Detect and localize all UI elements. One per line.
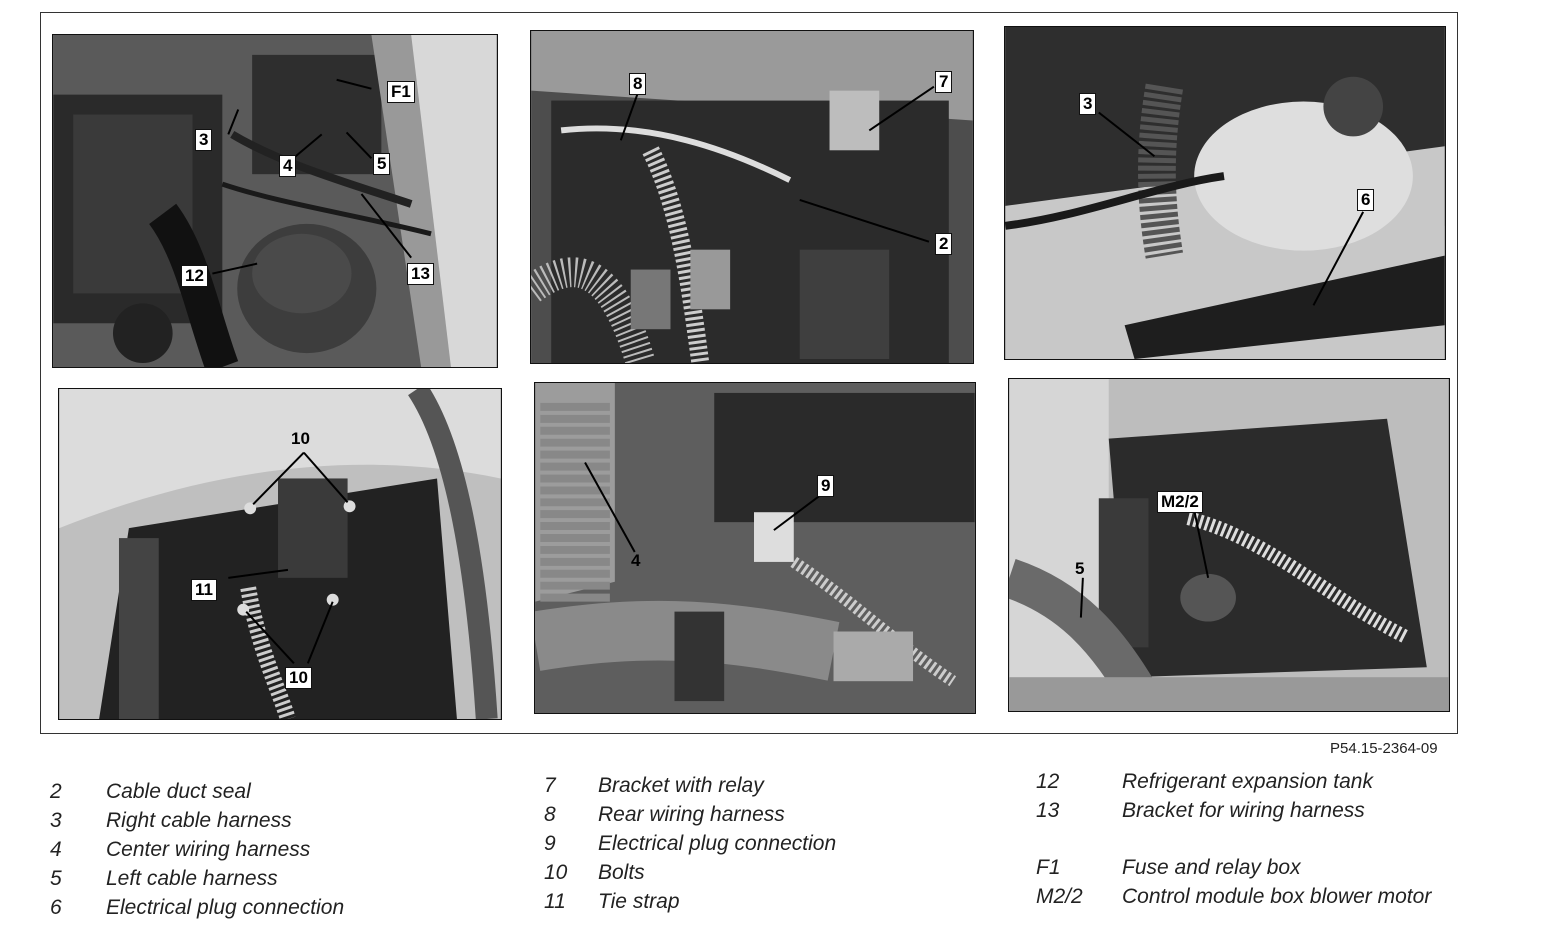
legend-number: 6 — [50, 896, 62, 919]
legend-number: 9 — [544, 832, 556, 855]
legend-number: 7 — [544, 774, 556, 797]
legend-number: 10 — [544, 861, 568, 884]
legend-number: 4 — [50, 838, 62, 861]
bolts-photo — [59, 389, 501, 719]
legend-number: 8 — [544, 803, 556, 826]
legend-text: Tie strap — [598, 890, 680, 913]
callout-9: 9 — [817, 475, 834, 497]
photo-panel-5 — [534, 382, 976, 714]
legend-text: Left cable harness — [106, 867, 278, 890]
callout-12: 12 — [181, 265, 208, 287]
legend-number: 12 — [1036, 770, 1060, 793]
legend-number: M2/2 — [1036, 885, 1083, 908]
legend-number: 5 — [50, 867, 62, 890]
legend-number: 11 — [544, 890, 566, 913]
callout-7: 7 — [935, 71, 952, 93]
legend-text: Bolts — [598, 861, 645, 884]
legend-number: 3 — [50, 809, 62, 832]
legend-number: 13 — [1036, 799, 1060, 822]
callout-F1: F1 — [387, 81, 415, 103]
cable-harness-photo — [1005, 27, 1445, 359]
photo-panel-3 — [1004, 26, 1446, 360]
callout-10: 10 — [285, 667, 312, 689]
callout-6: 6 — [1357, 189, 1374, 211]
rear-harness-photo — [531, 31, 973, 363]
legend-text: Rear wiring harness — [598, 803, 785, 826]
callout-13: 13 — [407, 263, 434, 285]
callout-2: 2 — [935, 233, 952, 255]
photo-panel-4 — [58, 388, 502, 720]
callout-4: 4 — [631, 551, 641, 570]
callout-5: 5 — [1075, 559, 1085, 578]
center-harness-photo — [535, 383, 975, 713]
legend-text: Fuse and relay box — [1122, 856, 1301, 879]
callout-M2-2: M2/2 — [1157, 491, 1203, 513]
legend-text: Bracket for wiring harness — [1122, 799, 1365, 822]
legend-text: Center wiring harness — [106, 838, 311, 861]
blower-control-photo — [1009, 379, 1449, 711]
legend-text: Electrical plug connection — [598, 832, 837, 855]
legend-text: Bracket with relay — [598, 774, 764, 797]
photo-panel-2 — [530, 30, 974, 364]
photo-panel-6 — [1008, 378, 1450, 712]
engine-bay-photo-1 — [53, 35, 497, 367]
callout-4: 4 — [279, 155, 296, 177]
callout-3: 3 — [195, 129, 212, 151]
callout-5: 5 — [373, 153, 390, 175]
callout-10: 10 — [291, 429, 310, 448]
legend-text: Refrigerant expansion tank — [1122, 770, 1373, 793]
callout-3: 3 — [1079, 93, 1096, 115]
legend-text: Cable duct seal — [106, 780, 251, 803]
legend-number: 2 — [50, 780, 62, 803]
figure-id: P54.15-2364-09 — [1330, 740, 1438, 757]
callout-8: 8 — [629, 73, 646, 95]
legend-text: Control module box blower motor — [1122, 885, 1432, 908]
legend-text: Right cable harness — [106, 809, 292, 832]
photo-panel-1 — [52, 34, 498, 368]
callout-11: 11 — [191, 579, 217, 601]
legend-text: Electrical plug connection — [106, 896, 345, 919]
legend-number: F1 — [1036, 856, 1061, 879]
